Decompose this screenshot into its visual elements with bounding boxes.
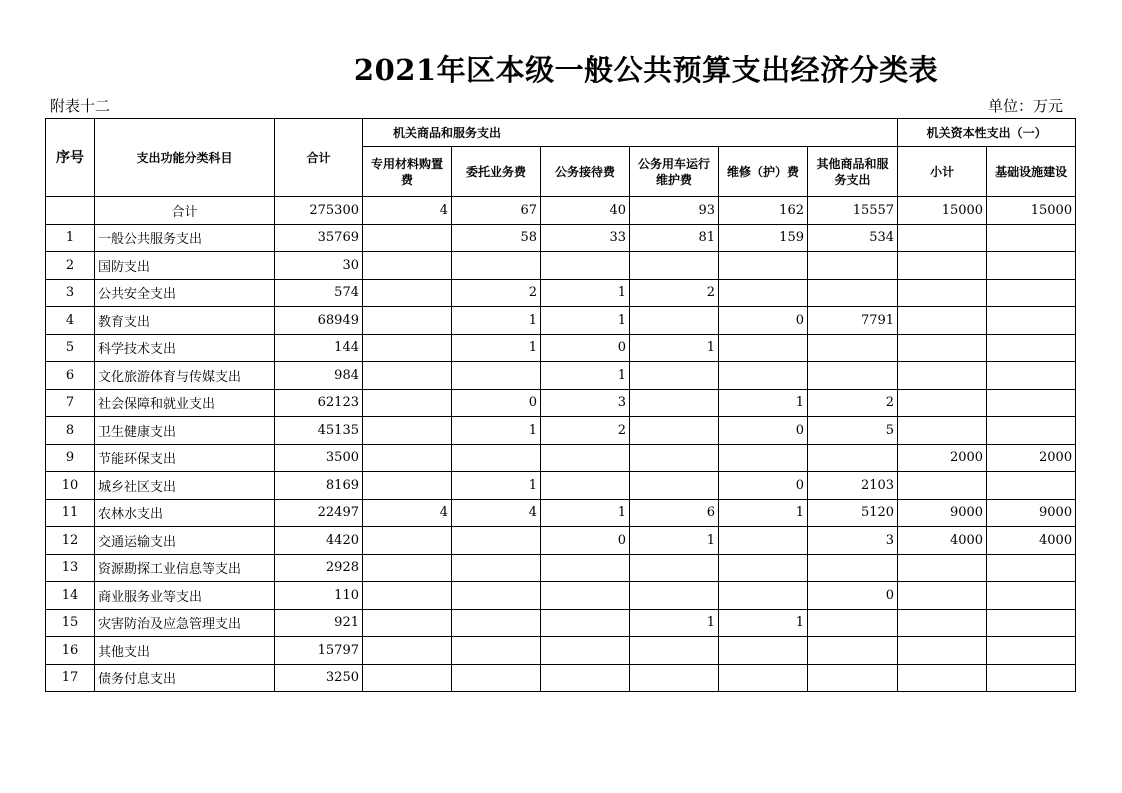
row-value-cell [363,362,452,390]
header-col-other-goods: 其他商品和服务支出 [808,147,898,197]
row-value-cell: 1 [719,499,808,527]
row-value-cell [987,279,1076,307]
row-value-cell: 2 [541,417,630,445]
row-value-cell: 81 [630,224,719,252]
row-value-cell [452,362,541,390]
row-value-cell [541,582,630,610]
row-value-cell [808,444,898,472]
row-value-cell [898,279,987,307]
row-value-cell: 8169 [275,472,363,500]
header-category: 支出功能分类科目 [95,119,275,197]
row-value-cell [898,389,987,417]
row-value-cell [719,527,808,555]
row-value-cell [363,609,452,637]
row-value-cell [987,307,1076,335]
row-seq: 11 [46,499,95,527]
row-value-cell: 534 [808,224,898,252]
row-category: 资源勘探工业信息等支出 [95,554,275,582]
row-value-cell [987,609,1076,637]
row-seq: 5 [46,334,95,362]
row-value-cell [363,224,452,252]
row-value-cell: 0 [452,389,541,417]
row-value-cell [541,554,630,582]
table-row [46,527,1076,555]
row-value-cell [719,279,808,307]
row-value-cell: 9000 [898,499,987,527]
total-cell: 275300 [275,197,363,225]
total-cell: 15000 [987,197,1076,225]
header-group-goods-services: 机关商品和服务支出 [363,119,898,147]
row-value-cell [898,334,987,362]
row-value-cell [630,444,719,472]
budget-table [45,118,1076,692]
header-col-materials: 专用材料购置费 [363,147,452,197]
row-value-cell [363,637,452,665]
row-value-cell: 1 [630,609,719,637]
row-value-cell [363,252,452,280]
row-value-cell [719,664,808,692]
table-row [46,609,1076,637]
row-value-cell [987,637,1076,665]
row-value-cell: 33 [541,224,630,252]
row-value-cell [898,582,987,610]
row-value-cell [898,224,987,252]
row-value-cell: 0 [541,527,630,555]
row-value-cell: 0 [808,582,898,610]
row-category: 债务付息支出 [95,664,275,692]
row-value-cell: 0 [719,417,808,445]
header-col-subtotal: 小计 [898,147,987,197]
row-value-cell [363,554,452,582]
row-seq: 12 [46,527,95,555]
row-value-cell: 2 [630,279,719,307]
row-value-cell: 3 [541,389,630,417]
row-value-cell [719,582,808,610]
row-value-cell: 984 [275,362,363,390]
row-seq: 3 [46,279,95,307]
row-value-cell [987,252,1076,280]
row-category: 公共安全支出 [95,279,275,307]
row-value-cell [987,362,1076,390]
row-value-cell: 35769 [275,224,363,252]
row-value-cell [452,554,541,582]
total-cell: 93 [630,197,719,225]
row-value-cell [630,307,719,335]
row-category: 教育支出 [95,307,275,335]
header-group-capital: 机关资本性支出（一） [898,119,1076,147]
row-value-cell: 62123 [275,389,363,417]
table-row [46,307,1076,335]
row-value-cell: 68949 [275,307,363,335]
table-row [46,637,1076,665]
total-cell: 162 [719,197,808,225]
row-value-cell: 2 [808,389,898,417]
total-cell: 15000 [898,197,987,225]
row-value-cell: 1 [452,472,541,500]
row-value-cell [630,664,719,692]
row-value-cell: 1 [719,389,808,417]
row-value-cell [363,389,452,417]
row-value-cell [898,252,987,280]
row-seq: 17 [46,664,95,692]
table-row [46,252,1076,280]
row-value-cell [630,554,719,582]
row-value-cell: 1 [630,334,719,362]
row-value-cell [898,307,987,335]
row-value-cell [898,472,987,500]
row-value-cell: 1 [541,362,630,390]
row-seq: 10 [46,472,95,500]
row-value-cell: 0 [541,334,630,362]
row-value-cell [719,252,808,280]
row-value-cell: 2 [452,279,541,307]
row-value-cell: 15797 [275,637,363,665]
row-value-cell: 3500 [275,444,363,472]
total-cell: 67 [452,197,541,225]
row-value-cell: 1 [541,279,630,307]
row-value-cell [630,472,719,500]
row-value-cell [898,417,987,445]
row-value-cell: 4 [452,499,541,527]
table-row [46,582,1076,610]
total-row-label: 合计 [95,197,275,225]
row-value-cell [987,389,1076,417]
row-value-cell [719,444,808,472]
table-row [46,362,1076,390]
row-category: 交通运输支出 [95,527,275,555]
row-category: 卫生健康支出 [95,417,275,445]
row-value-cell [808,664,898,692]
row-value-cell [452,609,541,637]
row-value-cell [987,472,1076,500]
table-row [46,554,1076,582]
row-value-cell: 1 [541,499,630,527]
row-value-cell [808,279,898,307]
table-row [46,417,1076,445]
table-row [46,389,1076,417]
row-value-cell: 110 [275,582,363,610]
row-value-cell: 58 [452,224,541,252]
row-value-cell [719,334,808,362]
row-seq: 14 [46,582,95,610]
row-value-cell: 159 [719,224,808,252]
row-value-cell [987,334,1076,362]
row-value-cell [719,637,808,665]
row-value-cell: 574 [275,279,363,307]
row-value-cell [898,362,987,390]
total-cell: 40 [541,197,630,225]
row-category: 灾害防治及应急管理支出 [95,609,275,637]
row-category: 一般公共服务支出 [95,224,275,252]
row-value-cell [719,362,808,390]
row-value-cell [630,389,719,417]
row-value-cell: 22497 [275,499,363,527]
total-row-seq [46,197,95,225]
row-value-cell: 4000 [987,527,1076,555]
row-value-cell [541,664,630,692]
row-value-cell: 2928 [275,554,363,582]
row-category: 农林水支出 [95,499,275,527]
row-value-cell: 0 [719,307,808,335]
row-value-cell [630,362,719,390]
row-value-cell [808,252,898,280]
row-seq: 13 [46,554,95,582]
row-value-cell [452,527,541,555]
total-row [46,197,1076,225]
header-col-commissioned: 委托业务费 [452,147,541,197]
row-value-cell [452,637,541,665]
row-seq: 6 [46,362,95,390]
row-value-cell [808,637,898,665]
row-value-cell: 4 [363,499,452,527]
row-value-cell: 2000 [898,444,987,472]
row-value-cell [541,609,630,637]
row-value-cell [452,582,541,610]
unit-label: 单位：万元 [988,97,1064,115]
table-row [46,472,1076,500]
row-value-cell [363,307,452,335]
header-total: 合计 [275,119,363,197]
total-cell: 15557 [808,197,898,225]
row-category: 节能环保支出 [95,444,275,472]
row-value-cell: 921 [275,609,363,637]
table-body [46,197,1076,692]
row-value-cell [987,417,1076,445]
row-value-cell [630,582,719,610]
row-value-cell: 0 [719,472,808,500]
row-value-cell [898,637,987,665]
row-value-cell: 30 [275,252,363,280]
row-value-cell: 3 [808,527,898,555]
row-value-cell [363,444,452,472]
row-value-cell: 144 [275,334,363,362]
row-value-cell [541,252,630,280]
row-value-cell [630,637,719,665]
header-seq: 序号 [46,119,95,197]
row-seq: 9 [46,444,95,472]
row-value-cell: 45135 [275,417,363,445]
row-value-cell: 1 [452,307,541,335]
row-value-cell: 5 [808,417,898,445]
row-value-cell [719,554,808,582]
row-category: 社会保障和就业支出 [95,389,275,417]
row-value-cell: 1 [452,417,541,445]
row-seq: 7 [46,389,95,417]
table-row [46,279,1076,307]
row-value-cell [452,444,541,472]
row-category: 科学技术支出 [95,334,275,362]
row-value-cell [541,472,630,500]
row-seq: 16 [46,637,95,665]
table-row [46,334,1076,362]
header-col-repair: 维修（护）费 [719,147,808,197]
header-col-vehicle: 公务用车运行维护费 [630,147,719,197]
row-seq: 8 [46,417,95,445]
row-value-cell: 6 [630,499,719,527]
table-row [46,444,1076,472]
header-col-infrastructure: 基础设施建设 [987,147,1076,197]
row-value-cell: 5120 [808,499,898,527]
row-value-cell: 1 [541,307,630,335]
row-category: 其他支出 [95,637,275,665]
row-value-cell [898,554,987,582]
row-category: 文化旅游体育与传媒支出 [95,362,275,390]
table-row [46,664,1076,692]
row-value-cell [630,252,719,280]
row-category: 城乡社区支出 [95,472,275,500]
row-value-cell [987,224,1076,252]
row-seq: 4 [46,307,95,335]
table-row [46,224,1076,252]
row-value-cell: 3250 [275,664,363,692]
row-value-cell: 9000 [987,499,1076,527]
row-value-cell [898,609,987,637]
row-value-cell [541,637,630,665]
row-value-cell [808,554,898,582]
total-cell: 4 [363,197,452,225]
row-seq: 1 [46,224,95,252]
row-seq: 15 [46,609,95,637]
row-value-cell: 4420 [275,527,363,555]
row-value-cell [808,334,898,362]
row-category: 商业服务业等支出 [95,582,275,610]
row-value-cell [452,252,541,280]
row-value-cell: 4000 [898,527,987,555]
row-value-cell [898,664,987,692]
row-value-cell [363,664,452,692]
row-value-cell [363,472,452,500]
row-value-cell [987,554,1076,582]
row-value-cell [363,527,452,555]
row-value-cell [363,334,452,362]
appendix-label: 附表十二 [50,97,111,115]
row-value-cell [987,664,1076,692]
header-col-reception: 公务接待费 [541,147,630,197]
row-value-cell [363,582,452,610]
row-value-cell: 1 [719,609,808,637]
row-value-cell: 7791 [808,307,898,335]
row-value-cell: 2000 [987,444,1076,472]
row-value-cell [541,444,630,472]
row-value-cell [808,362,898,390]
row-value-cell: 1 [630,527,719,555]
row-value-cell [630,417,719,445]
table-row [46,499,1076,527]
row-value-cell [363,279,452,307]
row-value-cell [987,582,1076,610]
row-value-cell [363,417,452,445]
row-value-cell: 1 [452,334,541,362]
row-value-cell [808,609,898,637]
row-value-cell: 2103 [808,472,898,500]
row-value-cell [452,664,541,692]
row-seq: 2 [46,252,95,280]
row-category: 国防支出 [95,252,275,280]
page-title: 2021年区本级一般公共预算支出经济分类表 [353,53,939,87]
